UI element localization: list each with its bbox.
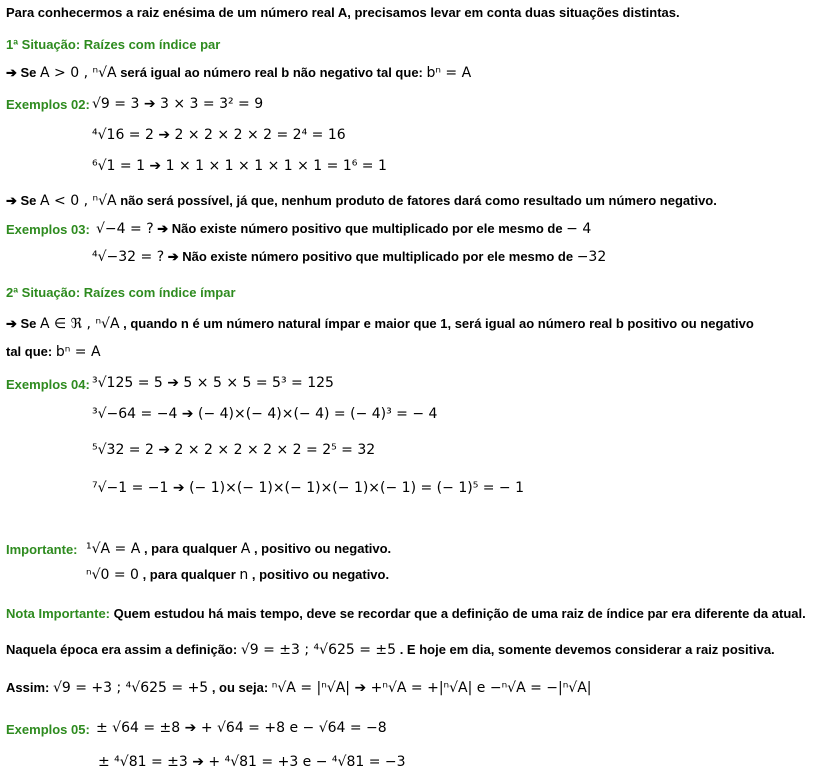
example-05-b: ± ⁴√81 = ±3 ➔ + ⁴√81 = +3 e − ⁴√81 = −3 (98, 754, 406, 770)
example-03-b: ⁴√−32 = ? ➔ Não existe número positivo que multiplicado por ele mesmo de −32 (92, 249, 607, 265)
example-03-a: √−4 = ? ➔ Não existe número positivo que multiplicado por ele mesmo de − 4 (96, 221, 592, 237)
examples-05-label: Exemplos 05: (6, 722, 90, 737)
condition-3: ➔ Se A ∈ ℜ , ⁿ√A , quando n é um número natural ímpar e maior que 1, será igual ao número real b positivo ou negativo (6, 316, 754, 332)
examples-04-label: Exemplos 04: (6, 377, 90, 392)
example-05-a: ± √64 = ±8 ➔ + √64 = +8 e − √64 = −8 (96, 720, 387, 736)
examples-03-label: Exemplos 03: (6, 222, 90, 237)
important-rule-b: ⁿ√0 = 0 , para qualquer n , positivo ou negativo. (86, 567, 390, 583)
example-02-c: ⁶√1 = 1 ➔ 1 × 1 × 1 × 1 × 1 × 1 = 1⁶ = 1 (92, 158, 387, 174)
important-label: Importante: (6, 542, 78, 557)
example-02-b: ⁴√16 = 2 ➔ 2 × 2 × 2 × 2 = 2⁴ = 16 (92, 127, 346, 143)
example-04-d: ⁷√−1 = −1 ➔ (− 1)×(− 1)×(− 1)×(− 1)×(− 1) = (− 1)⁵ = − 1 (92, 480, 525, 496)
example-04-a: ³√125 = 5 ➔ 5 × 5 × 5 = 5³ = 125 (92, 375, 334, 391)
example-04-c: ⁵√32 = 2 ➔ 2 × 2 × 2 × 2 × 2 = 2⁵ = 32 (92, 442, 376, 458)
note-absolute-value: Assim: √9 = +3 ; ⁴√625 = +5 , ou seja: ⁿ√A = |ⁿ√A| ➔ +ⁿ√A = +|ⁿ√A| e −ⁿ√A = −|ⁿ√A| (6, 680, 592, 696)
situation-1-heading: 1ª Situação: Raízes com índice par (6, 37, 221, 52)
note-definition: Naquela época era assim a definição: √9 = ±3 ; ⁴√625 = ±5 . E hoje em dia, somente devemos considerar a raiz positiva. (6, 642, 775, 658)
condition-1: ➔ Se A > 0 , ⁿ√A será igual ao número real b não negativo tal que: bⁿ = A (6, 65, 472, 81)
note-important: Nota Importante: Quem estudou há mais tempo, deve se recordar que a definição de uma raiz de índice par era diferente da atual. (6, 606, 806, 621)
condition-2: ➔ Se A < 0 , ⁿ√A não será possível, já que, nenhum produto de fatores dará como resultado um número negativo. (6, 193, 717, 209)
condition-3-continued: tal que: bⁿ = A (6, 344, 101, 360)
important-rule-a: ¹√A = A , para qualquer A , positivo ou negativo. (86, 541, 392, 557)
example-02-a: √9 = 3 ➔ 3 × 3 = 3² = 9 (92, 96, 264, 112)
example-04-b: ³√−64 = −4 ➔ (− 4)×(− 4)×(− 4) = (− 4)³ = − 4 (92, 406, 438, 422)
situation-2-heading: 2ª Situação: Raízes com índice ímpar (6, 285, 236, 300)
intro-text: Para conhecermos a raiz enésima de um número real A, precisamos levar em conta duas situações distintas. (6, 5, 680, 20)
examples-02-label: Exemplos 02: (6, 97, 90, 112)
